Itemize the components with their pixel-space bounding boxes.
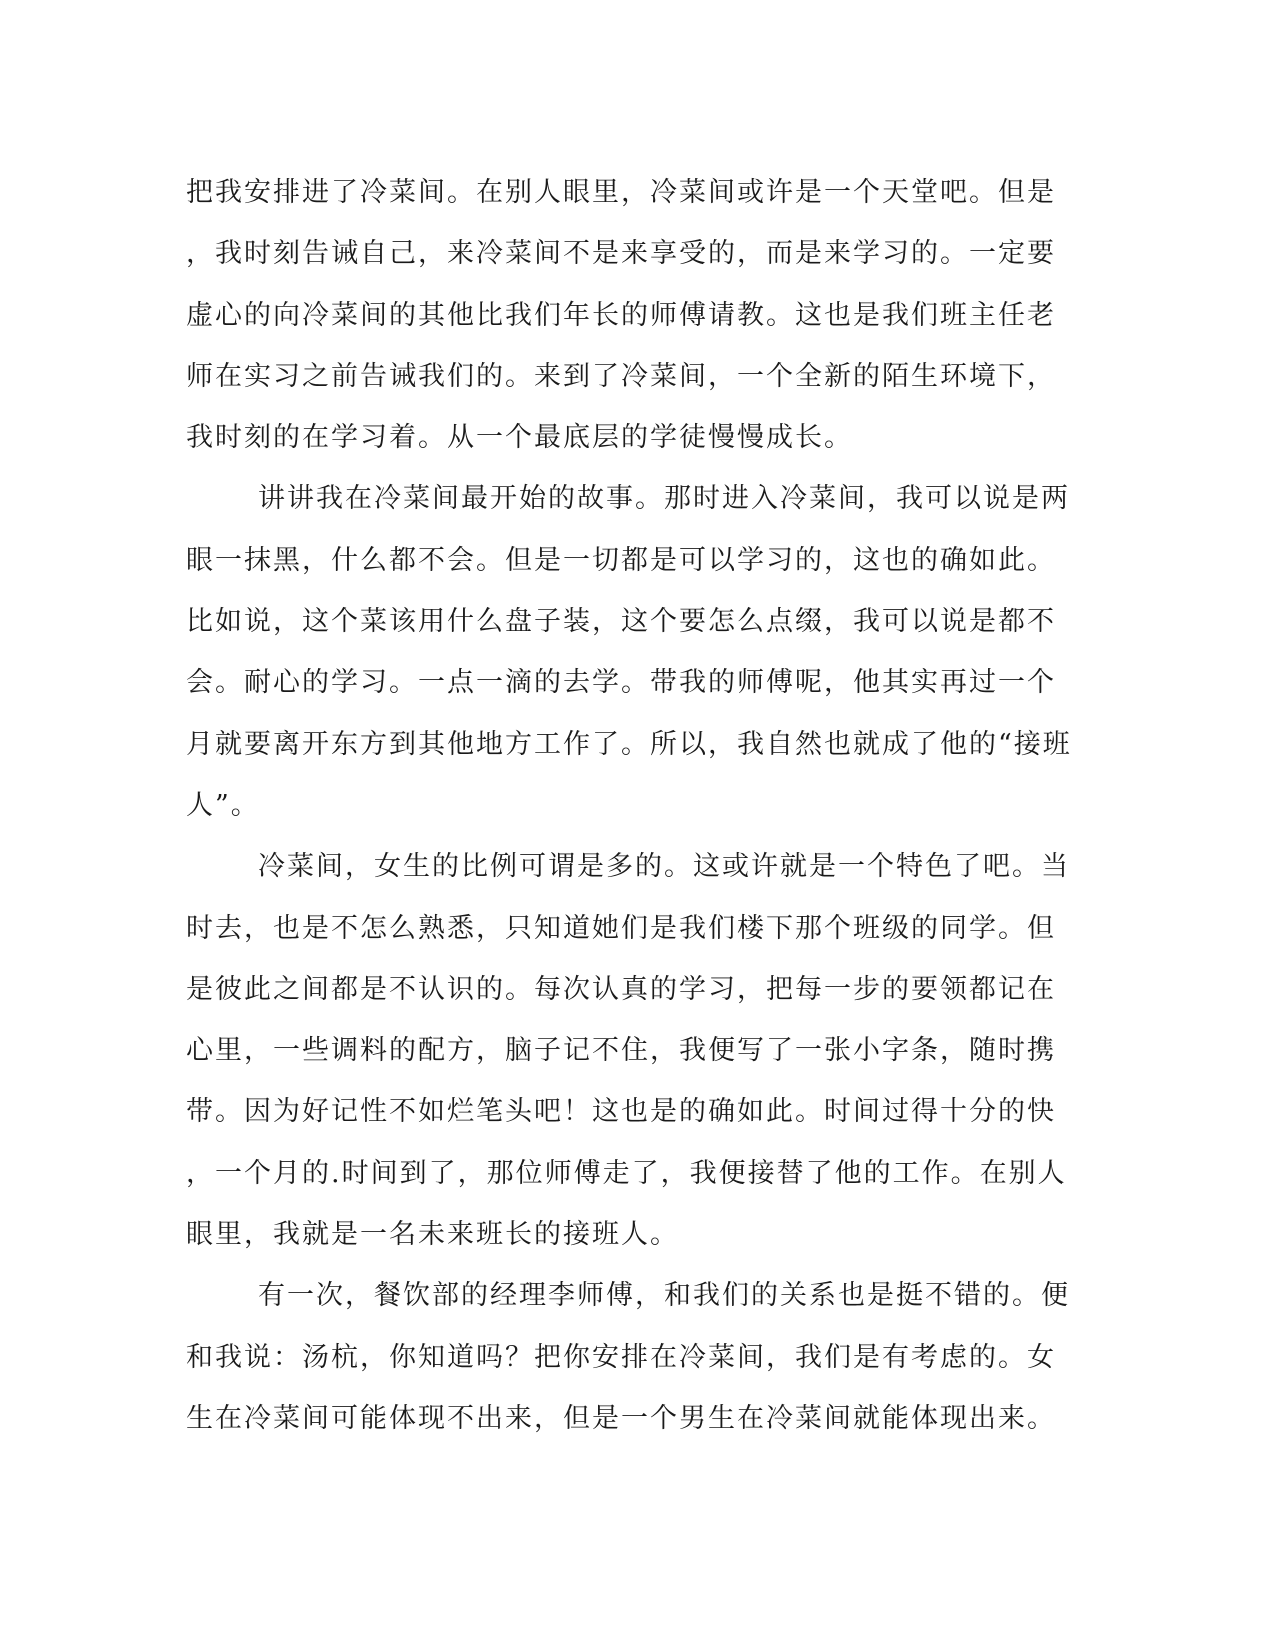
text-line: 是彼此之间都是不认识的。每次认真的学习，把每一步的要领都记在: [186, 973, 1056, 1005]
paragraph-first-line: 讲讲我在冷菜间最开始的故事。那时进入冷菜间，我可以说是两: [258, 483, 1070, 515]
text-line: 月就要离开东方到其他地方工作了。所以，我自然也就成了他的“接班: [186, 728, 1072, 760]
paragraph-first-line: 冷菜间，女生的比例可谓是多的。这或许就是一个特色了吧。当: [258, 851, 1070, 883]
text-line: 和我说：汤杭，你知道吗？把你安排在冷菜间，我们是有考虑的。女: [186, 1341, 1056, 1373]
text-line: 我时刻的在学习着。从一个最底层的学徒慢慢成长。: [186, 422, 853, 454]
text-line: ，我时刻告诫自己，来冷菜间不是来享受的，而是来学习的。一定要: [186, 238, 1056, 270]
text-line: 把我安排进了冷菜间。在别人眼里，冷菜间或许是一个天堂吧。但是: [186, 177, 1056, 208]
text-line: 心里，一些调料的配方，脑子记不住，我便写了一张小字条，随时携: [186, 1035, 1056, 1067]
text-line: 眼一抹黑，什么都不会。但是一切都是可以学习的，这也的确如此。: [186, 544, 1056, 576]
text-line: 师在实习之前告诫我们的。来到了冷菜间，一个全新的陌生环境下，: [186, 360, 1056, 392]
text-line: 会。耐心的学习。一点一滴的去学。带我的师傅呢，他其实再过一个: [186, 667, 1056, 699]
paragraph-first-line: 有一次，餐饮部的经理李师傅，和我们的关系也是挺不错的。便: [258, 1280, 1070, 1312]
text-line: 眼里，我就是一名未来班长的接班人。: [186, 1219, 679, 1251]
text-line: 虚心的向冷菜间的其他比我们年长的师傅请教。这也是我们班主任老: [186, 299, 1056, 331]
text-line: 时去，也是不怎么熟悉，只知道她们是我们楼下那个班级的同学。但: [186, 912, 1056, 944]
text-line: 比如说，这个菜该用什么盘子装，这个要怎么点缀，我可以说是都不: [186, 606, 1056, 638]
body-text: [186, 162, 1086, 1449]
text-line: 人”。: [186, 789, 260, 821]
text-line: 带。因为好记性不如烂笔头吧！这也是的确如此。时间过得十分的快: [186, 1096, 1056, 1128]
text-line: ，一个月的.时间到了，那位师傅走了，我便接替了他的工作。在别人: [186, 1157, 1067, 1189]
text-line: 生在冷菜间可能体现不出来，但是一个男生在冷菜间就能体现出来。: [186, 1402, 1056, 1434]
